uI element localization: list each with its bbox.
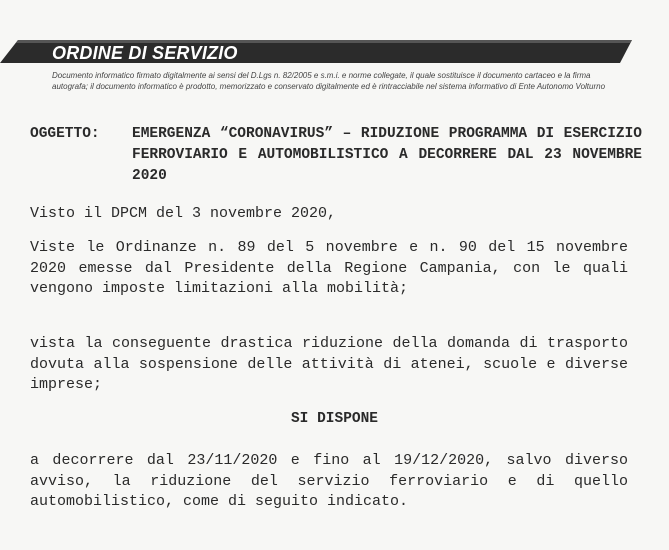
paragraph-disposizione: a decorrere dal 23/11/2020 e fino al 19/12/2020, salvo diverso avviso, la riduzione del servizio ferroviario e di quello automobilistico, come di seguito indicato.	[30, 452, 628, 510]
subject-text: EMERGENZA “CORONAVIRUS” – RIDUZIONE PROGRAMMA DI ESERCIZIO FERROVIARIO E AUTOMOBILISTICO A DECORRERE DAL 23 NOVEMBRE 2020	[132, 126, 642, 184]
digital-signature-notice: Documento informatico firmato digitalmente ai sensi del D.Lgs n. 82/2005 e s.m.i. e norme collegate, il quale sostituisce il documento cartaceo e la firma autografa; il documento informatico è prodotto, memorizzato e conservato digitalmente ed è rintracciabile nel sistema informativo di Ente Autonomo Volturno	[52, 71, 606, 91]
paragraph-ordinanze: Viste le Ordinanze n. 89 del 5 novembre e n. 90 del 15 novembre 2020 emesse dal Presidente della Regione Campania, con le quali vengono imposte limitazioni alla mobilità;	[30, 239, 628, 297]
paragraph-riduzione-domanda: vista la conseguente drastica riduzione della domanda di trasporto dovuta alla sospensione delle attività di atenei, scuole e diverse imprese;	[30, 335, 628, 393]
document-title: ORDINE DI SERVIZIO	[52, 43, 238, 63]
dispone-heading: SI DISPONE	[290, 411, 378, 427]
subject-label: OGGETTO:	[30, 126, 100, 142]
paragraph-dpcm: Visto il DPCM del 3 novembre 2020,	[30, 205, 337, 222]
